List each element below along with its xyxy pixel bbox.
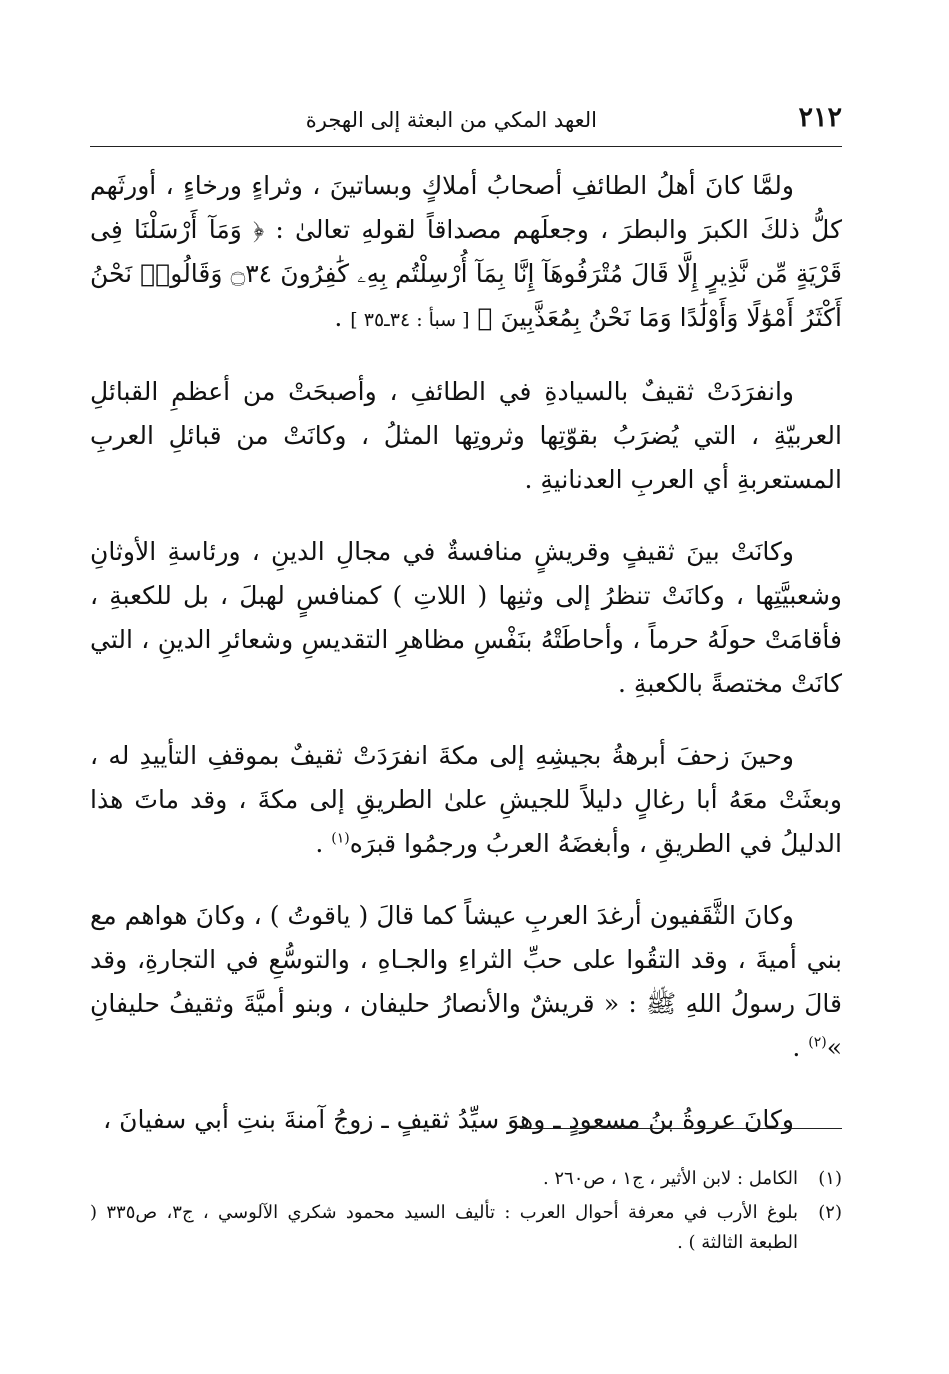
footnote-text: بلوغ الأرب في معرفة أحوال العرب : تأليف السيد محمود شكري الآلوسي ، ج٣، ص٣٣٥ ( الطبعة الثالثة ) . — [90, 1202, 798, 1253]
running-title: العهد المكي من البعثة إلى الهجرة — [305, 108, 597, 132]
book-page — [90, 0, 842, 1374]
verse-reference: [ سبأ : ٣٤ـ٣٥ ] — [350, 309, 470, 331]
footnote-marker-1[interactable]: (١) — [331, 830, 350, 847]
paragraph-religious-rivalry: وكانَتْ بينَ ثقيفٍ وقريشٍ منافسةٌ في مجالِ الدينِ ، ورئاسةِ الأوثانِ وشعبيَّتِها ، وكانَتْ تنظرُ إلى وثنِها ( اللاتِ ) كمنافسٍ لهبلَ ، بل للكعبةِ ، فأقامَتْ حولَهُ حرماً ، وأحاطَتْهُ بنَفْسِ مظاهرِ التقديسِ وشعائرِ الدينِ ، التي كانَتْ مختصةً بالكعبةِ . — [90, 537, 842, 698]
paragraph-text: وحينَ زحفَ أبرهةُ بجيشِهِ إلى مكةَ انفرَدَتْ ثقيفٌ بموقفِ التأييدِ له ، وبعثَتْ معَهُ أبا رغالٍ دليلاً للجيشِ علىٰ الطريقِ إلى مكةَ ، وقد ماتَ هذا الدليلُ في الطريقِ ، وأبغضَهُ العربُ ورجمُوا قبرَه — [90, 741, 842, 858]
page-header — [90, 100, 842, 147]
footnote-divider — [520, 1128, 842, 1129]
footnote-2 — [90, 1198, 842, 1258]
paragraph-thaqif-sovereignty: وانفرَدَتْ ثقيفٌ بالسيادةِ في الطائفِ ، وأصبحَتْ من أعظمِ القبائلِ العربيّةِ ، التي يُضرَبُ بقوّتِها وثروتِها المثلُ ، وكانَتْ من قبائلِ العربِ المستعربةِ أي العربِ العدنانيةِ . — [90, 377, 842, 494]
footnote-marker-2[interactable]: (٢) — [808, 1034, 827, 1051]
footnote-text: الكامل : لابن الأثير ، ج١ ، ص٢٦٠ . — [542, 1168, 798, 1189]
footnote-number: (٢) — [818, 1202, 842, 1223]
paragraph-abraha — [90, 734, 842, 866]
footnotes — [90, 1164, 842, 1262]
paragraph-end: . — [315, 829, 332, 858]
quran-verse: ﴿ وَمَآ أَرْسَلْنَا فِى قَرْيَةٍ مِّن نَّذِيرٍ إِلَّا قَالَ مُتْرَفُوهَآ إِنَّا بِمَآ أُرْسِلْتُم بِهِۦ كَٰفِرُونَ ۝٣٤ وَقَالُوا۟ نَحْنُ أَكْثَرُ أَمْوَٰلًا وَأَوْلَٰدًا وَمَا نَحْنُ بِمُعَذَّبِينَ ﴾ — [90, 215, 842, 332]
paragraph-taif-wealth — [90, 164, 842, 342]
paragraph-end: . — [792, 1033, 809, 1062]
paragraph-urwa: وكانَ عروةُ بنُ مسعودٍ ـ وهوَ سيِّدُ ثقيفٍ ـ زوجُ آمنةَ بنتِ أبي سفيانَ ، — [103, 1105, 794, 1134]
footnote-number: (١) — [818, 1168, 842, 1189]
paragraph-text: وكانَ الثَّقَفيون أرغدَ العربِ عيشاً كما قالَ ( ياقوتُ ) ، وكانَ هواهم مع بني أميةَ ، وقد التقُوا على حبِّ الثراءِ والجـاهِ ، والتوسُّعِ في التجارةِ، وقد قالَ رسولُ اللهِ ﷺ : « قريشٌ والأنصارُ حليفان ، وبنو أميَّةَ وثقيفُ حليفانِ » — [90, 901, 842, 1062]
main-text — [90, 164, 842, 1170]
paragraph-text: ولمَّا كانَ أهلُ الطائفِ أصحابُ أملاكٍ وبساتينَ ، وثراءٍ ورخاءٍ ، أورثَهم كلُّ ذلكَ الكبرَ والبطرَ ، وجعلَهم مصداقاً لقولهِ تعالىٰ : — [90, 171, 842, 244]
paragraph-thaqafis — [90, 894, 842, 1070]
footnote-1 — [90, 1164, 842, 1194]
page-number: ٢١٢ — [798, 102, 842, 133]
paragraph-end: . — [334, 303, 351, 332]
